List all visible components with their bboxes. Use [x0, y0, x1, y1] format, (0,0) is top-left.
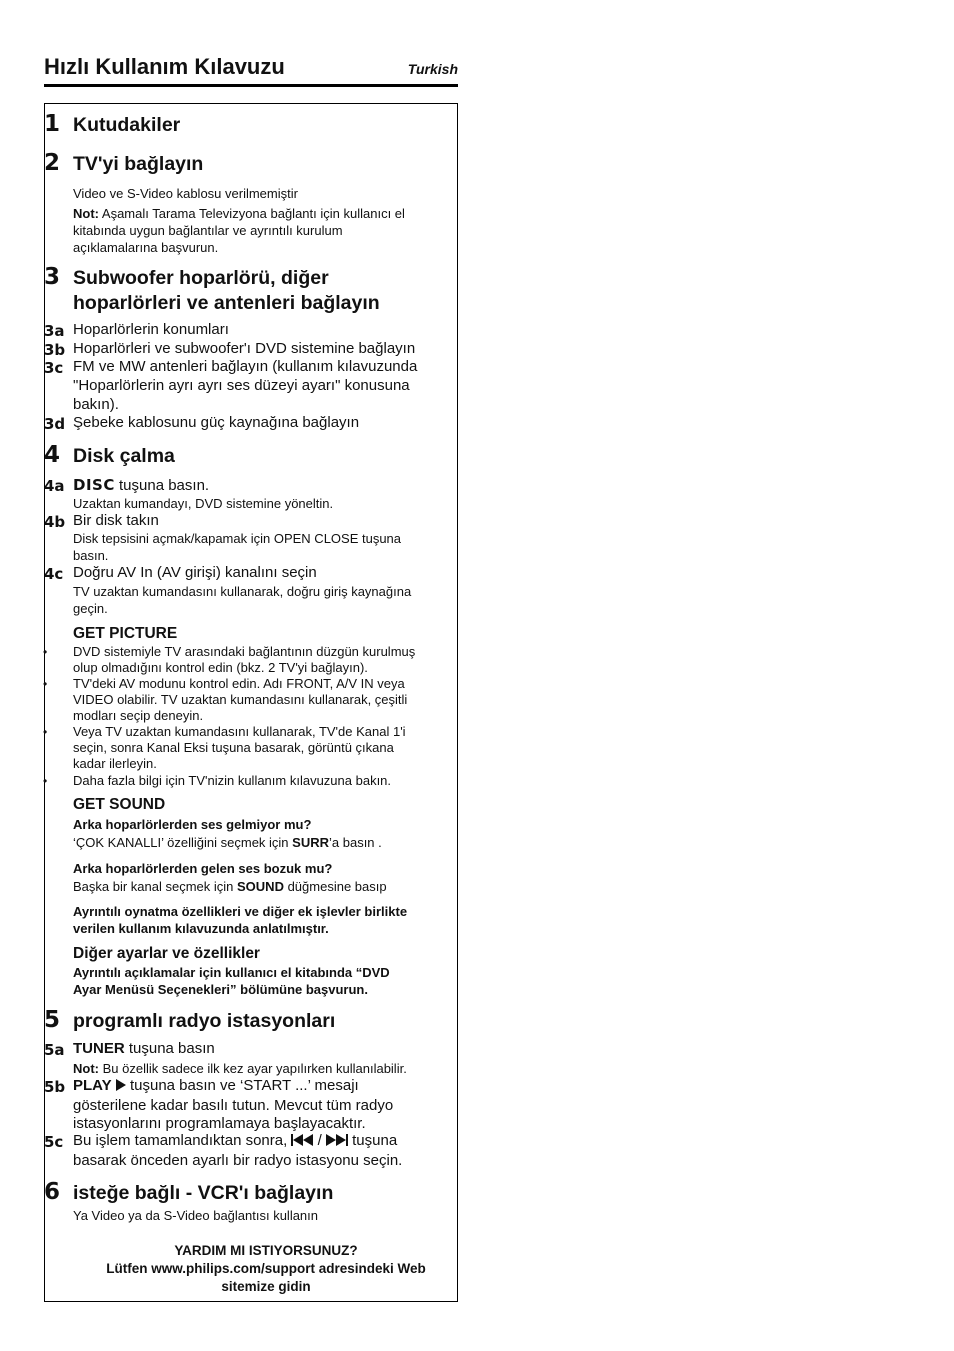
section-3-title-line-2: hoparlörleri ve antenleri bağlayın	[73, 292, 380, 314]
note-text: Aşamalı Tarama Televizyona bağlantı için kullanıcı el	[99, 206, 405, 221]
help-heading: YARDIM MI ISTIYORSUNUZ?	[174, 1243, 358, 1258]
step-5b-line-3: istasyonlarını programlamaya başlayacaktır.	[73, 1115, 366, 1132]
get-picture-item-2-line-3: modları seçip deneyin.	[73, 708, 204, 723]
get-picture-item-3-line-2: seçin, sonra Kanal Eksi tuşuna basarak, görüntü çıkana	[73, 740, 394, 755]
get-picture-item-1-line-2: olup olmadığını kontrol edin (bkz. 2 TV'yi bağlayın).	[73, 660, 368, 675]
step-5c-line-2: basarak önceden ayarlı bir radyo istasyonu seçin.	[73, 1152, 403, 1169]
section-5-title: programlı radyo istasyonları	[73, 1010, 336, 1032]
step-3a-label: 3a	[44, 322, 65, 340]
disc-key-label: DISC	[73, 476, 115, 494]
section-6-title: isteğe bağlı - VCR'ı bağlayın	[73, 1182, 334, 1204]
section-2-text: Video ve S-Video kablosu verilmemiştir	[73, 186, 298, 201]
section-2-note-line-3: açıklamalarına başvurun.	[73, 240, 219, 255]
surr-key-label: SURR	[292, 835, 329, 850]
step-3b-label: 3b	[44, 341, 66, 359]
step-4a-label: 4a	[44, 477, 65, 495]
other-settings-heading: Diğer ayarlar ve özellikler	[73, 945, 260, 962]
other-settings-line-1: Ayrıntılı açıklamalar için kullanıcı el kitabında “DVD	[73, 965, 390, 980]
section-2-note-line-1	[73, 206, 405, 223]
step-4c-text: Doğru AV In (AV girişi) kanalını seçin	[73, 564, 317, 581]
step-3a-text: Hoparlörlerin konumları	[73, 321, 229, 338]
section-3-title-line-1: Subwoofer hoparlörü, diğer	[73, 267, 329, 289]
language-label: Turkish	[407, 61, 458, 77]
bullet-3: •	[43, 725, 48, 739]
step-5b-line-2: gösterilene kadar basılı tutun. Mevcut tüm radyo	[73, 1097, 394, 1114]
step-5a-label: 5a	[44, 1041, 65, 1059]
play-key-label: PLAY	[73, 1077, 112, 1094]
step-3c-label: 3c	[44, 359, 64, 377]
step-5b-line-1: PLAY tuşuna basın ve ‘START ...’ mesajı	[73, 1077, 359, 1094]
get-picture-item-2-line-1: TV'deki AV modunu kontrol edin. Adı FRONT, A/V IN veya	[73, 676, 405, 691]
section-1-title: Kutudakiler	[73, 114, 181, 136]
step-5b-label: 5b	[44, 1078, 66, 1096]
bullet-1: •	[43, 645, 48, 659]
section-2-number: 2	[44, 150, 61, 176]
step-4a-text: DISC tuşuna basın.	[73, 476, 210, 494]
play-icon	[116, 1079, 126, 1091]
sound-question-2: Arka hoparlörlerden gelen ses bozuk mu?	[73, 861, 333, 876]
get-picture-item-4: Daha fazla bilgi için TV'nizin kullanım kılavuzuna bakın.	[73, 773, 392, 788]
step-3d-label: 3d	[44, 415, 66, 433]
section-1-number: 1	[44, 111, 61, 137]
section-5-number: 5	[44, 1007, 61, 1033]
get-picture-item-2-line-2: VIDEO olabilir. TV uzaktan kumandasını kullanarak, çeşitli	[73, 692, 408, 707]
page-header	[44, 54, 458, 84]
help-footer	[44, 1242, 488, 1296]
step-5a-note: Not: Bu özellik sadece ilk kez ayar yapılırken kullanılabilir.	[73, 1061, 407, 1076]
help-url-line: Lütfen www.philips.com/support adresindeki Web	[106, 1261, 426, 1276]
sound-key-label: SOUND	[237, 879, 284, 894]
step-4b-sub-line-2: basın.	[73, 548, 109, 563]
sound-answer-1: ‘ÇOK KANALLI’ özelliğini seçmek için SURR’a basın .	[73, 835, 382, 850]
step-3c-line-3: bakın).	[73, 396, 119, 413]
step-4b-text: Bir disk takın	[73, 512, 159, 529]
more-info-line-2: verilen kullanım kılavuzunda anlatılmıştır.	[73, 921, 329, 936]
more-info-line-1: Ayrıntılı oynatma özellikleri ve diğer ek işlevler birlikte	[73, 904, 408, 919]
other-settings-line-2: Ayar Menüsü Seçenekleri” bölümüne başvurun.	[73, 982, 368, 997]
step-4a-subtext: Uzaktan kumandayı, DVD sistemine yöneltin.	[73, 496, 334, 511]
section-6-number: 6	[44, 1179, 61, 1205]
note-label: Not:	[73, 206, 99, 221]
get-picture-item-3-line-1: Veya TV uzaktan kumandasını kullanarak, TV'de Kanal 1'i	[73, 724, 406, 739]
section-2-title: TV'yi bağlayın	[73, 153, 204, 175]
section-6-text: Ya Video ya da S-Video bağlantısı kullanın	[73, 1208, 319, 1223]
step-5a-text: TUNER tuşuna basın	[73, 1040, 215, 1057]
skip-previous-icon	[291, 1134, 313, 1146]
step-5c-label: 5c	[44, 1133, 64, 1151]
section-2-note-line-2: kitabında uygun bağlantılar ve ayrıntılı kurulum	[73, 223, 343, 238]
section-4-number: 4	[44, 442, 61, 468]
get-picture-item-1-line-1: DVD sistemiyle TV arasındaki bağlantının düzgün kurulmuş	[73, 644, 416, 659]
sound-answer-2: Başka bir kanal seçmek için SOUND düğmesine basıp	[73, 879, 387, 894]
page-title: Hızlı Kullanım Kılavuzu	[44, 54, 285, 79]
tuner-key-label: TUNER	[73, 1040, 125, 1057]
step-5c-line-1: Bu işlem tamamlandıktan sonra, / tuşuna	[73, 1132, 398, 1149]
step-4c-sub-line-1: TV uzaktan kumandasını kullanarak, doğru giriş kaynağına	[73, 584, 412, 599]
step-3c-line-1: FM ve MW antenleri bağlayın (kullanım kılavuzunda	[73, 358, 418, 375]
get-sound-heading: GET SOUND	[73, 796, 166, 813]
get-picture-item-3-line-3: kadar ilerleyin.	[73, 756, 157, 771]
step-3c-line-2: "Hoparlörlerin ayrı ayrı ses düzeyi ayarı" konusuna	[73, 377, 410, 394]
step-4b-sub-line-1: Disk tepsisini açmak/kapamak için OPEN CLOSE tuşuna	[73, 531, 402, 546]
sound-question-1: Arka hoparlörlerden ses gelmiyor mu?	[73, 817, 312, 832]
section-3-number: 3	[44, 264, 61, 290]
step-4b-label: 4b	[44, 513, 66, 531]
header-divider	[44, 84, 458, 87]
help-url-line-2: sitemize gidin	[221, 1279, 311, 1294]
get-picture-heading: GET PICTURE	[73, 625, 178, 642]
step-4c-sub-line-2: geçin.	[73, 601, 108, 616]
section-4-title: Disk çalma	[73, 445, 175, 467]
step-4c-label: 4c	[44, 565, 64, 583]
step-3b-text: Hoparlörleri ve subwoofer'ı DVD sistemine bağlayın	[73, 340, 416, 357]
step-3d-text: Şebeke kablosunu güç kaynağına bağlayın	[73, 414, 360, 431]
bullet-2: •	[43, 677, 48, 691]
skip-next-icon	[326, 1134, 348, 1146]
bullet-4: •	[43, 774, 48, 788]
